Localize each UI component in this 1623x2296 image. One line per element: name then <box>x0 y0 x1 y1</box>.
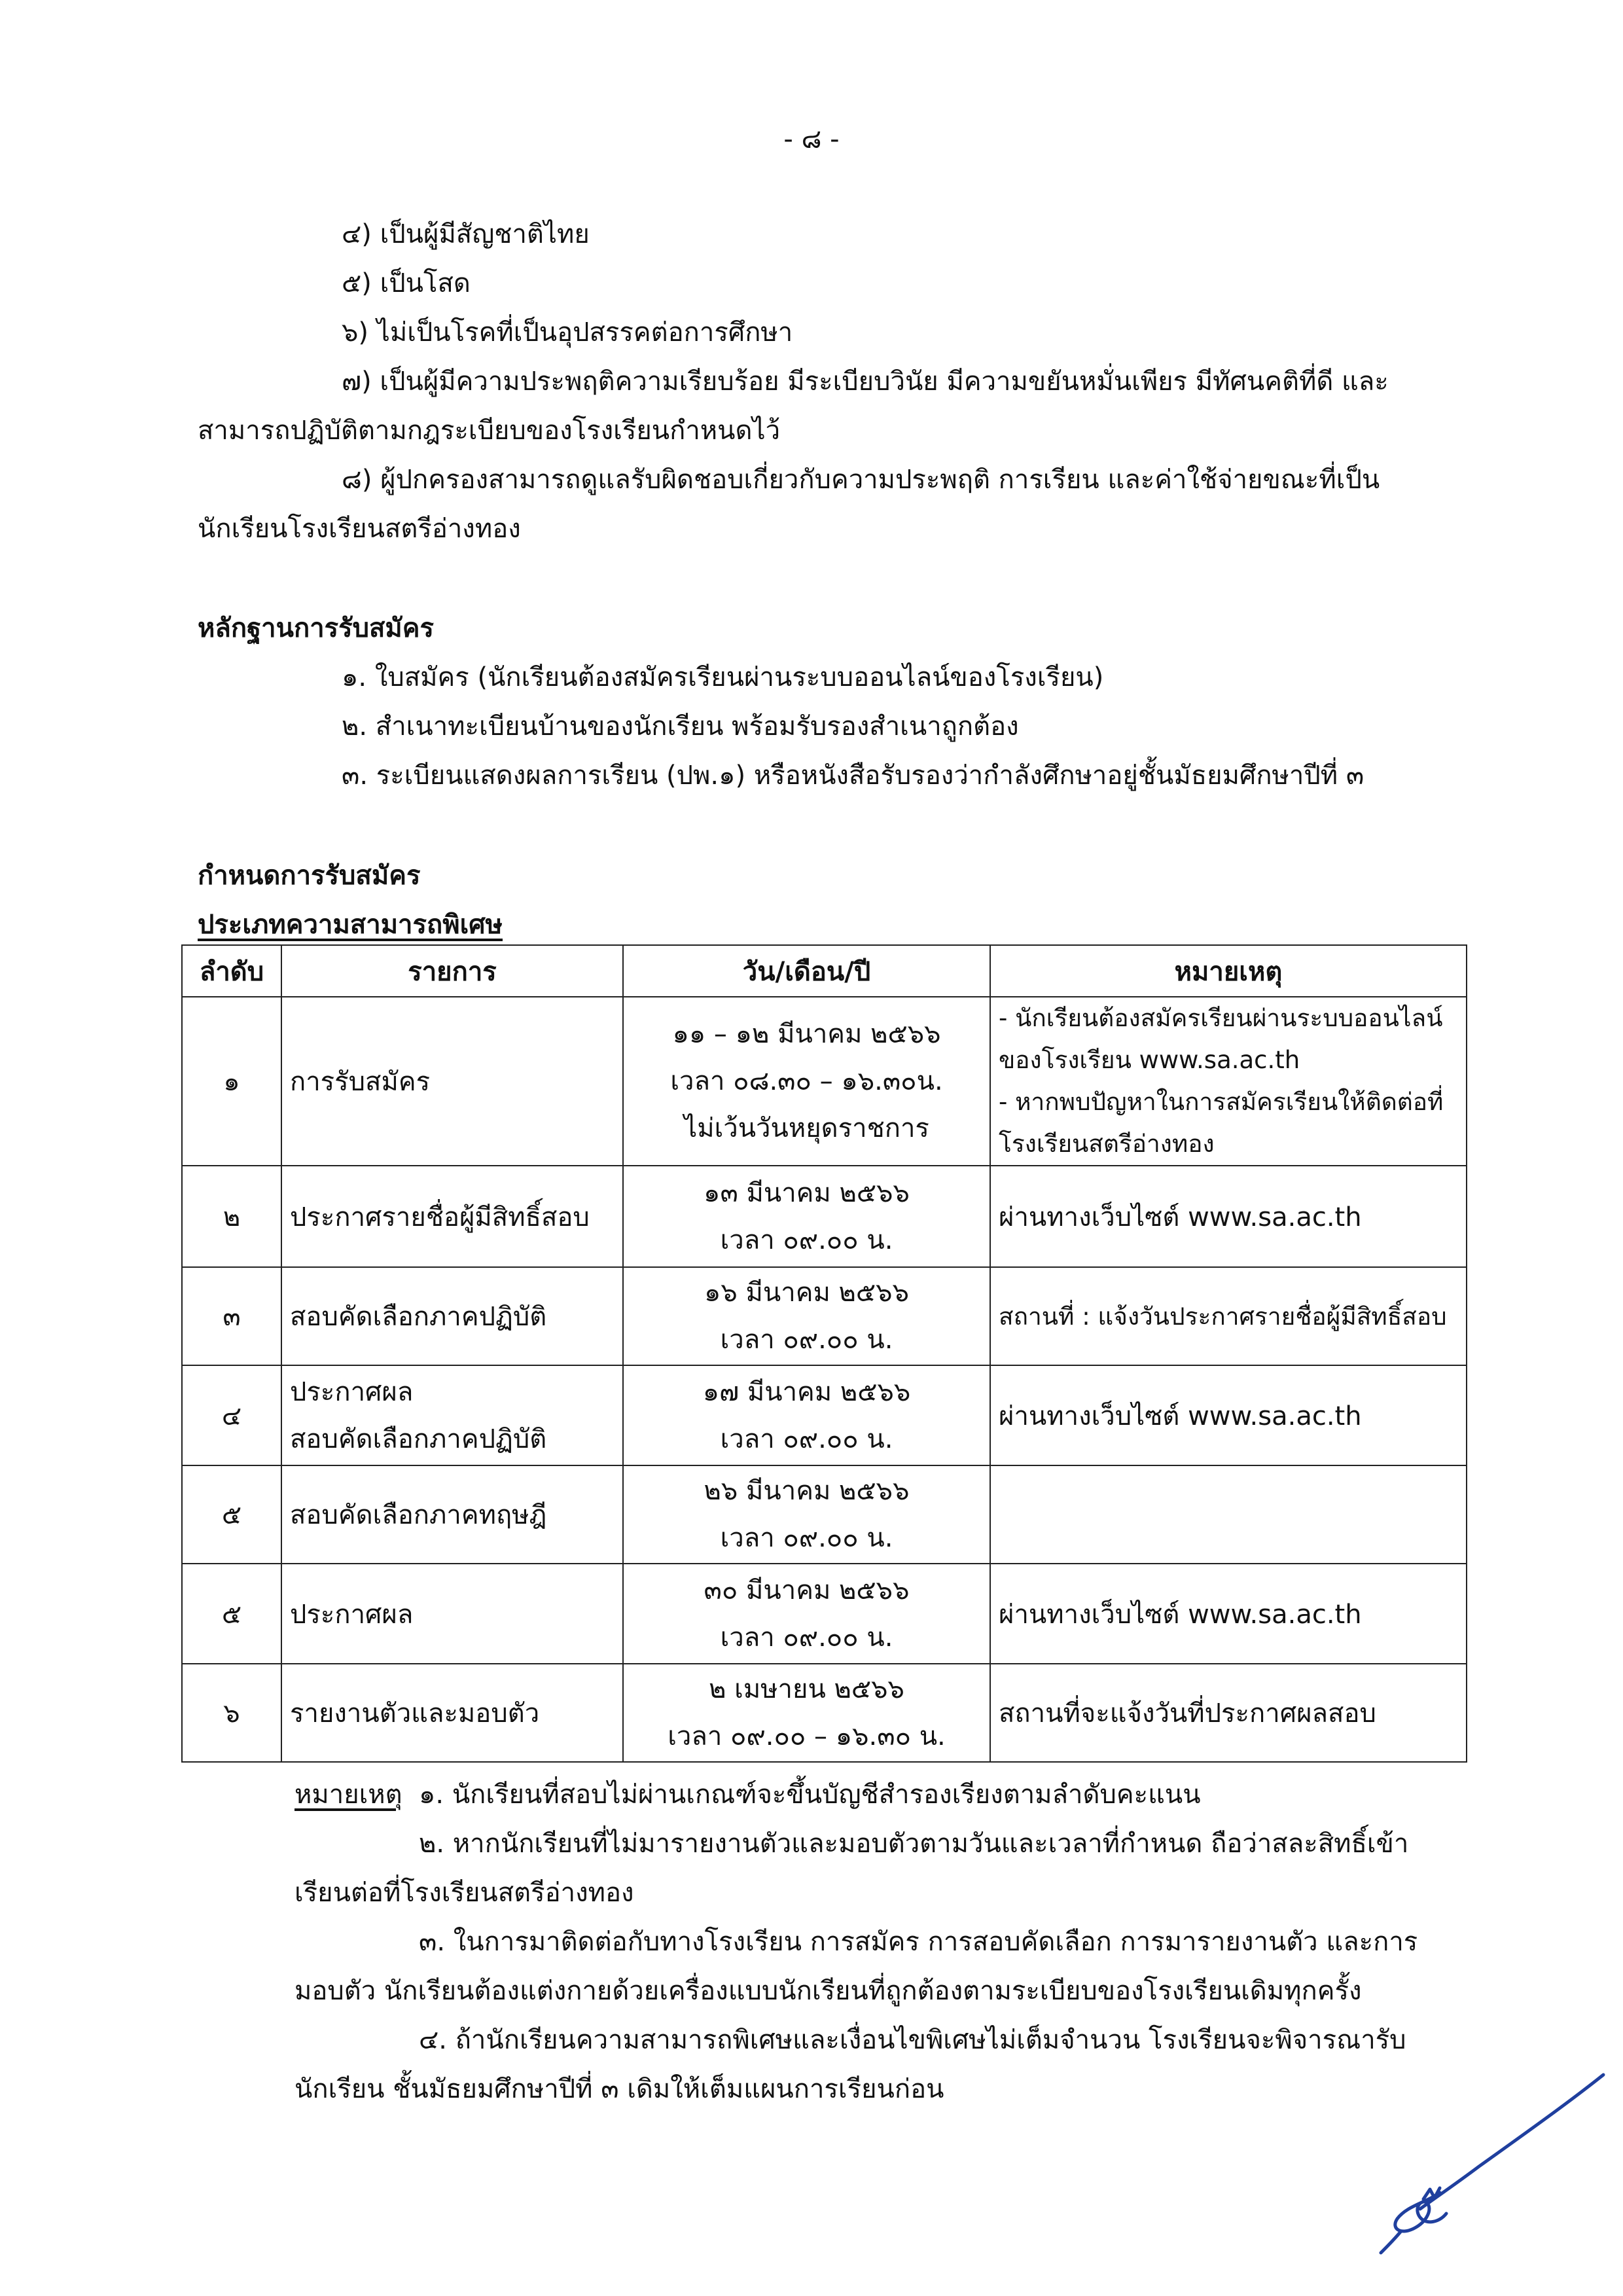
row-note: สถานที่ : แจ้งวันประกาศรายชื่อผู้มีสิทธิ์สอบ <box>990 1267 1467 1365</box>
table-row <box>182 1564 1467 1664</box>
column-header: หมายเหตุ <box>990 945 1467 997</box>
row-number: ๖ <box>182 1664 281 1762</box>
row-item: รายงานตัวและมอบตัว <box>281 1664 623 1762</box>
row-number: ๔ <box>182 1365 281 1465</box>
remarks-label: หมายเหตุ <box>294 1780 402 1810</box>
remark-item-cont: เรียนต่อที่โรงเรียนสตรีอ่างทอง <box>294 1878 634 1908</box>
column-header: วัน/เดือน/ปี <box>623 945 990 997</box>
qualification-item: ๘) ผู้ปกครองสามารถดูแลรับผิดชอบเกี่ยวกับความประพฤติ การเรียน และค่าใช้จ่ายขณะที่เป็น <box>342 465 1380 495</box>
row-number: ๑ <box>182 997 281 1166</box>
row-number: ๒ <box>182 1166 281 1267</box>
qualification-item: ๔) เป็นผู้มีสัญชาติไทย <box>342 219 590 249</box>
column-header: ลำดับ <box>182 945 281 997</box>
row-item: สอบคัดเลือกภาคทฤษฎี <box>281 1465 623 1564</box>
schedule-subheading: ประเภทความสามารถพิเศษ <box>198 910 503 940</box>
row-item: ประกาศรายชื่อผู้มีสิทธิ์สอบ <box>281 1166 623 1267</box>
table-header-row <box>182 945 1467 997</box>
row-note: ผ่านทางเว็บไซต์ www.sa.ac.th <box>990 1365 1467 1465</box>
row-note: - นักเรียนต้องสมัครเรียนผ่านระบบออนไลน์ ของโรงเรียน www.sa.ac.th - หากพบปัญหาในการสมัครเรียนให้ติดต่อที่ โรงเรียนสตรีอ่างทอง <box>990 997 1467 1166</box>
row-date: ๒ เมษายน ๒๕๖๖ เวลา ๐๙.๐๐ – ๑๖.๓๐ น. <box>623 1664 990 1762</box>
table-row <box>182 997 1467 1166</box>
row-item: การรับสมัคร <box>281 997 623 1166</box>
remark-item: ๔. ถ้านักเรียนความสามารถพิเศษและเงื่อนไขพิเศษไม่เต็มจำนวน โรงเรียนจะพิจารณารับ <box>419 2025 1406 2055</box>
schedule-table <box>181 944 1467 1763</box>
row-item: ประกาศผล สอบคัดเลือกภาคปฏิบัติ <box>281 1365 623 1465</box>
row-number: ๓ <box>182 1267 281 1365</box>
evidence-item: ๓. ระเบียนแสดงผลการเรียน (ปพ.๑) หรือหนังสือรับรองว่ากำลังศึกษาอยู่ชั้นมัธยมศึกษาปีที่ ๓ <box>342 761 1364 791</box>
page-number: - ๘ - <box>783 124 840 154</box>
row-date: ๓๐ มีนาคม ๒๕๖๖ เวลา ๐๙.๐๐ น. <box>623 1564 990 1664</box>
remark-item-cont: นักเรียน ชั้นมัธยมศึกษาปีที่ ๓ เดิมให้เต็มแผนการเรียนก่อน <box>294 2074 944 2104</box>
qualification-item: ๖) ไม่เป็นโรคที่เป็นอุปสรรคต่อการศึกษา <box>342 317 793 348</box>
row-note: สถานที่จะแจ้งวันที่ประกาศผลสอบ <box>990 1664 1467 1762</box>
qualification-item-cont: นักเรียนโรงเรียนสตรีอ่างทอง <box>198 514 521 544</box>
row-number: ๕ <box>182 1564 281 1664</box>
row-date: ๑๗ มีนาคม ๒๕๖๖ เวลา ๐๙.๐๐ น. <box>623 1365 990 1465</box>
qualification-item: ๗) เป็นผู้มีความประพฤติความเรียบร้อย มีระเบียบวินัย มีความขยันหมั่นเพียร มีทัศนคติที่ดี และ <box>342 367 1389 397</box>
row-note: ผ่านทางเว็บไซต์ www.sa.ac.th <box>990 1166 1467 1267</box>
row-date: ๑๓ มีนาคม ๒๕๖๖ เวลา ๐๙.๐๐ น. <box>623 1166 990 1267</box>
table-row <box>182 1166 1467 1267</box>
row-note: ผ่านทางเว็บไซต์ www.sa.ac.th <box>990 1564 1467 1664</box>
table-row <box>182 1465 1467 1564</box>
table-row <box>182 1267 1467 1365</box>
row-number: ๕ <box>182 1465 281 1564</box>
row-note <box>990 1465 1467 1564</box>
table-row <box>182 1365 1467 1465</box>
schedule-heading: กำหนดการรับสมัคร <box>198 861 421 891</box>
evidence-item: ๑. ใบสมัคร (นักเรียนต้องสมัครเรียนผ่านระบบออนไลน์ของโรงเรียน) <box>342 662 1104 692</box>
row-date: ๒๖ มีนาคม ๒๕๖๖ เวลา ๐๙.๐๐ น. <box>623 1465 990 1564</box>
row-item: ประกาศผล <box>281 1564 623 1664</box>
qualification-item-cont: สามารถปฏิบัติตามกฎระเบียบของโรงเรียนกำหนดไว้ <box>198 416 781 446</box>
qualification-item: ๕) เป็นโสด <box>342 268 471 298</box>
remark-item: ๒. หากนักเรียนที่ไม่มารายงานตัวและมอบตัวตามวันและเวลาที่กำหนด ถือว่าสละสิทธิ์เข้า <box>419 1829 1409 1859</box>
row-item: สอบคัดเลือกภาคปฏิบัติ <box>281 1267 623 1365</box>
row-date: ๑๖ มีนาคม ๒๕๖๖ เวลา ๐๙.๐๐ น. <box>623 1267 990 1365</box>
evidence-item: ๒. สำเนาทะเบียนบ้านของนักเรียน พร้อมรับรองสำเนาถูกต้อง <box>342 711 1019 742</box>
row-date: ๑๑ – ๑๒ มีนาคม ๒๕๖๖ เวลา ๐๘.๓๐ – ๑๖.๓๐น. ไม่เว้นวันหยุดราชการ <box>623 997 990 1166</box>
evidence-heading: หลักฐานการรับสมัคร <box>198 613 435 643</box>
remark-item: ๓. ในการมาติดต่อกับทางโรงเรียน การสมัคร การสอบคัดเลือก การมารายงานตัว และการ <box>419 1927 1418 1957</box>
remark-item: ๑. นักเรียนที่สอบไม่ผ่านเกณฑ์จะขึ้นบัญชีสำรองเรียงตามลำดับคะแนน <box>419 1780 1201 1810</box>
column-header: รายการ <box>281 945 623 997</box>
table-row <box>182 1664 1467 1762</box>
signature <box>1361 2068 1610 2258</box>
remark-item-cont: มอบตัว นักเรียนต้องแต่งกายด้วยเครื่องแบบนักเรียนที่ถูกต้องตามระเบียบของโรงเรียนเดิมทุกครั้ง <box>294 1976 1362 2006</box>
